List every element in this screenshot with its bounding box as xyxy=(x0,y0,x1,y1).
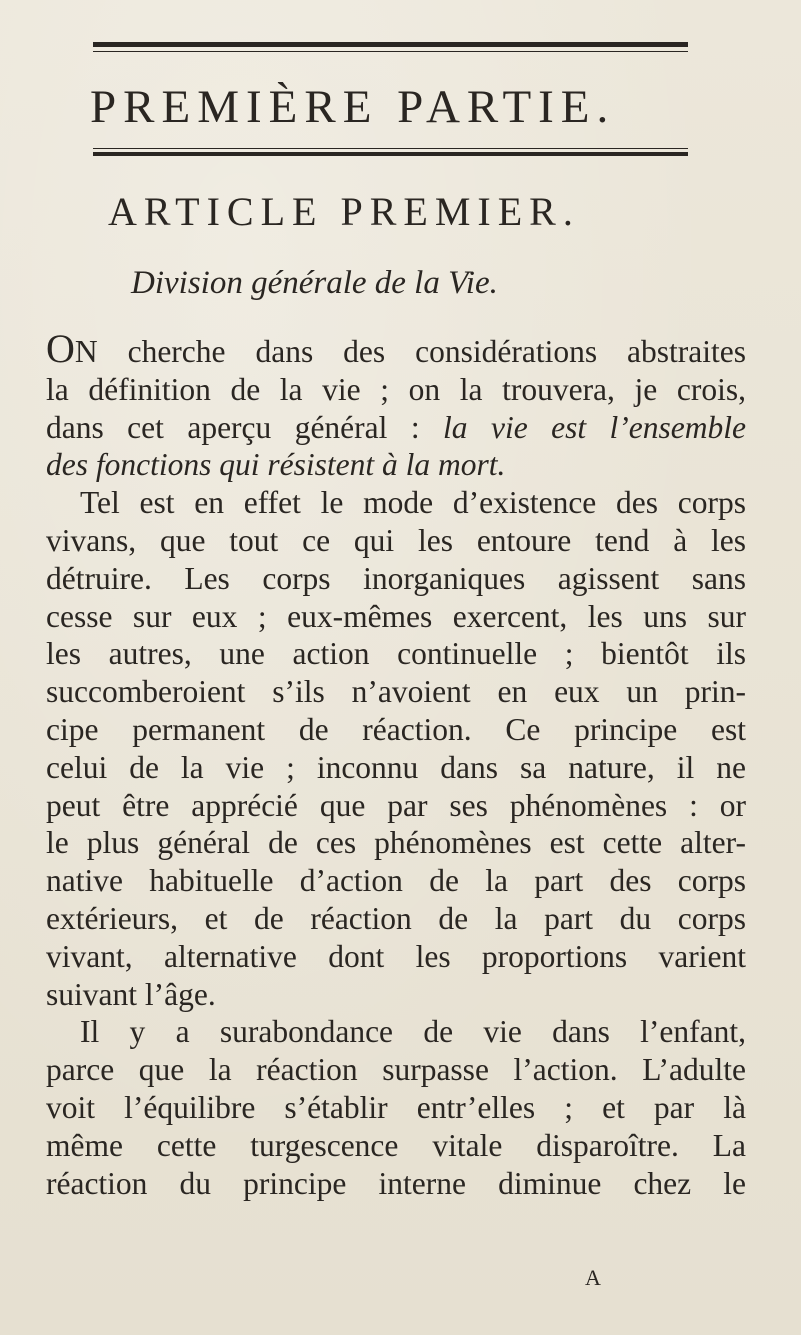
text-line: cipe permanent de réaction. Ce principe est xyxy=(46,711,746,747)
text-line: le plus général de ces phénomènes est cette alter- xyxy=(46,825,746,861)
part-title: PREMIÈRE PARTIE. xyxy=(90,81,616,133)
text-span: dans cet aperçu général : xyxy=(46,409,444,445)
drop-cap: O xyxy=(46,326,75,371)
text-line: extérieurs, et de réaction de la part du corps xyxy=(46,900,746,936)
text-line: celui de la vie ; inconnu dans sa nature, il ne xyxy=(46,749,746,785)
text-line: cesse sur eux ; eux-mêmes exercent, les uns sur xyxy=(46,598,746,634)
italic-definition-line: des fonctions qui résistent à la mort. xyxy=(46,447,506,483)
text-line: Tel est en effet le mode d’existence des corps xyxy=(80,485,746,521)
text-line: Il y a surabondance de vie dans l’enfant, xyxy=(80,1014,746,1050)
text-line: native habituelle d’action de la part des corps xyxy=(46,863,746,899)
middle-double-rule xyxy=(93,148,688,156)
text-line: parce que la réaction surpasse l’action. L’adulte xyxy=(46,1052,746,1088)
text-line: réaction du principe interne diminue chez le xyxy=(46,1165,746,1201)
text-span: N cherche dans des considérations abstraites xyxy=(74,334,746,369)
text-line: détruire. Les corps inorganiques agissent sans xyxy=(46,560,746,596)
text-line: vivans, que tout ce qui les entoure tend à les xyxy=(46,522,746,558)
signature-mark: A xyxy=(585,1265,601,1290)
text-line: vivant, alternative dont les proportions varient xyxy=(46,938,746,974)
text-line: suivant l’âge. xyxy=(46,976,216,1012)
text-line: même cette turgescence vitale disparoître. La xyxy=(46,1127,746,1163)
italic-definition: la vie est l’ensemble xyxy=(443,409,747,445)
text-line: succomberoient s’ils n’avoient en eux un prin- xyxy=(46,674,746,710)
top-double-rule xyxy=(93,42,688,52)
text-line: peut être apprécié que par ses phénomènes : or xyxy=(46,787,746,823)
text-line: voit l’équilibre s’établir entr’elles ; et par là xyxy=(46,1089,746,1125)
text-line: la définition de la vie ; on la trouvera, je crois, xyxy=(46,371,746,407)
division-title: Division générale de la Vie. xyxy=(131,265,498,301)
text-line xyxy=(46,326,746,371)
text-line: les autres, une action continuelle ; bientôt ils xyxy=(46,636,746,672)
article-title: ARTICLE PREMIER. xyxy=(108,189,580,234)
body-text xyxy=(46,326,747,1202)
text-line xyxy=(46,409,746,447)
